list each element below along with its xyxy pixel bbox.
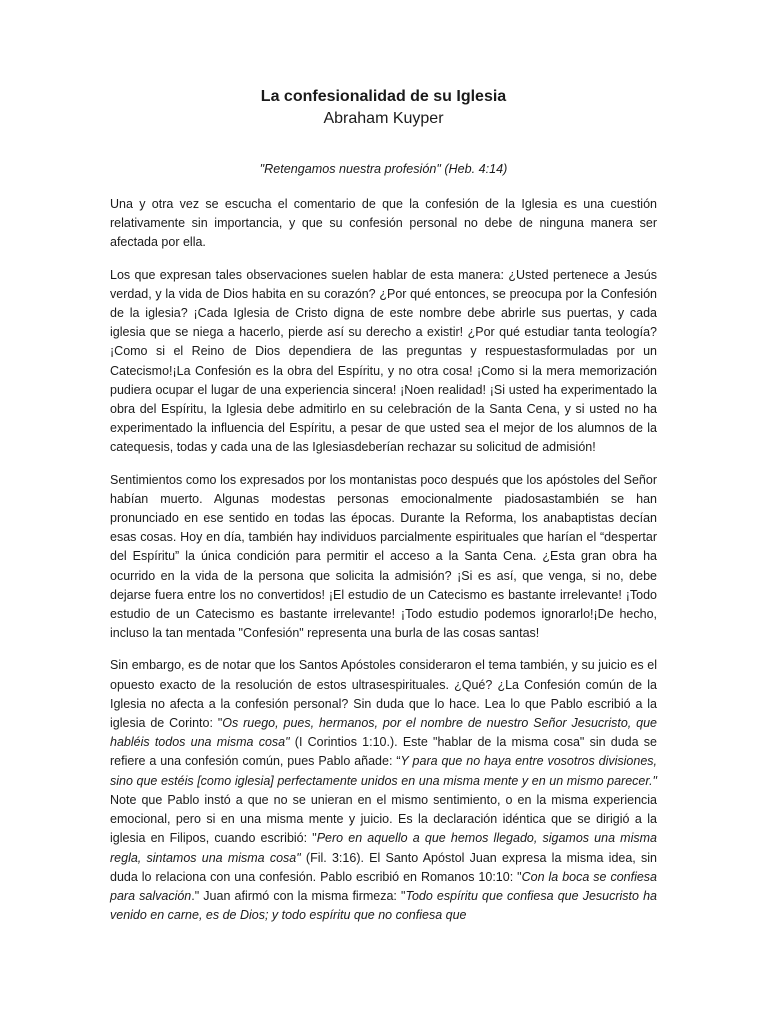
paragraph-4: [110, 656, 657, 925]
epigraph-quote: "Retengamos nuestra profesión": [259, 162, 441, 176]
paragraph-2: [110, 266, 657, 458]
paragraph-text: Sentimientos como los expresados por los montanistas poco después que los apóstoles del Señor habían muerto. Algunas modestas personas emocionalmente piadosastambién se han pronunciado en ese sentido en todas las épocas. Durante la Reforma, los anabaptistas decían esas cosas. Hoy en día, también hay individuos parcialmente espirituales que harían el “despertar del Espíritu” la única condición para permitir el acceso a la Santa Cena. ¿Esta gran obra ha ocurrido en la vida de la persona que solicita la admisión? ¡Si es así, que venga, si no, debe dejarse fuera entre los no convertidos! ¡El estudio de un Catecismo es bastante irrelevante! ¡Todo estudio de un Catecismo es bastante irrelevante! ¡Todo estudio podemos ignorarlo!¡De hecho, incluso la tan mentada "Confesión" representa una burla de las cosas santas!: [110, 472, 657, 641]
epigraph-reference: (Heb. 4:14): [440, 162, 508, 176]
epigraph: [110, 160, 657, 178]
scripture-quote: Y para que no haya entre vosotros divisiones, sino que estéis [como iglesia] perfectamente unidos en una misma mente y en un mismo parecer.": [110, 754, 657, 788]
document-author: Abraham Kuyper: [323, 110, 444, 127]
document-title: La confesionalidad de su Iglesia: [260, 88, 507, 105]
scripture-quote: Os ruego, pues, hermanos, por el nombre de nuestro Señor Jesucristo, que habléis todos una misma cosa": [110, 716, 657, 750]
paragraph-text: Una y otra vez se escucha el comentario de que la confesión de la Iglesia es una cuestión relativamente sin importancia, y que su confesión personal no debe de ninguna manera ser afectada por ella.: [110, 197, 657, 250]
paragraph-text: (Fil. 3:16). El Santo Apóstol Juan expresa la misma idea, sin duda lo relaciona con una confesión. Pablo escribió en Romanos 10:10: ": [110, 850, 657, 884]
paragraph-text: Los que expresan tales observaciones suelen hablar de esta manera: ¿Usted pertenece a Jesús verdad, y la vida de Dios habita en su corazón? ¿Por qué entonces, se preocupa por la Confesión de la iglesia? ¡Cada Iglesia de Cristo digna de este nombre debe abrirle sus puertas, y cada iglesia que se niega a hacerlo, pierde así su derecho a existir! ¿Por qué estudiar tanta teología? ¡Como si el Reino de Dios dependiera de las preguntas y respuestasformuladas por un Catecismo!¡La Confesión es la obra del Espíritu, y no otra cosa! ¡Como si la mera memorización pudiera ocupar el lugar de una experiencia sincera! ¡Noen realidad! ¡Si usted ha experimentado la obra del Espíritu, la Iglesia debe admitirlo en su celebración de la Santa Cena, y si usted no ha experimentado la influencia del Espíritu, a pesar de que usted sea el mejor de los alumnos de la catequesis, todas y cada una de las Iglesiasdeberían rechazar su solicitud de admisión!: [110, 267, 657, 455]
paragraph-3: [110, 471, 657, 644]
paragraph-1: [110, 195, 657, 253]
paragraph-text: Sin embargo, es de notar que los Santos Apóstoles consideraron el tema también, y su juicio es el opuesto exacto de la resolución de estos ultrasespirituales. ¿Qué? ¿La Confesión común de la Iglesia no afecta a la confesión personal? Sin duda que lo hace. Lea lo que Pablo escribió a la iglesia de Corinto: ": [110, 658, 657, 731]
paragraph-text: (I Corintios 1:10.). Este "hablar de la misma cosa" sin duda se refiere a una confesión común, pues Pablo añade: “: [110, 735, 657, 769]
scripture-quote: Pero en aquello a que hemos llegado, sigamos una misma regla, sintamos una misma cosa": [110, 831, 657, 865]
paragraph-text: ." Juan afirmó con la misma firmeza: ": [191, 888, 406, 903]
scripture-quote: Con la boca se confiesa para salvación: [110, 869, 658, 903]
scripture-quote: Todo espíritu que confiesa que Jesucristo ha venido en carne, es de Dios; y todo espíritu que no confiesa que: [110, 888, 657, 923]
paragraph-text: Note que Pablo instó a que no se unieran en el mismo sentimiento, o en la misma experiencia emocional, pero si en una misma mente y juicio. Es la declaración idéntica que se dirigió a la iglesia en Filipos, cuando escribió: ": [110, 792, 657, 846]
